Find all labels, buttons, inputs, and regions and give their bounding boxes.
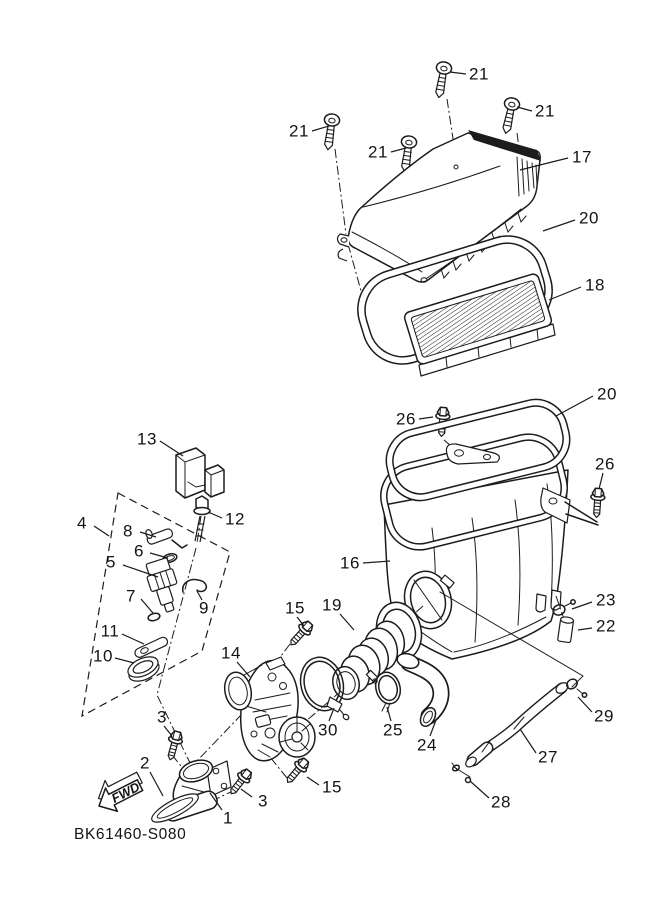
leader-line-26 xyxy=(599,473,603,489)
callout-10: 10 xyxy=(93,646,113,666)
leader-line-22 xyxy=(578,628,592,630)
callout-12: 12 xyxy=(225,509,245,529)
leader-line-11 xyxy=(122,634,144,644)
callout-21: 21 xyxy=(368,142,388,162)
callout-4: 4 xyxy=(77,513,87,533)
callout-24: 24 xyxy=(417,735,437,755)
o-ring-7 xyxy=(147,612,160,622)
leader-line-27 xyxy=(520,729,536,753)
leader-line-20 xyxy=(556,396,593,416)
callout-2: 2 xyxy=(140,753,150,773)
callout-21: 21 xyxy=(289,121,309,141)
callout-29: 29 xyxy=(594,706,614,726)
callout-7: 7 xyxy=(126,586,136,606)
callout-3: 3 xyxy=(157,707,167,727)
joint-plate-11 xyxy=(133,636,169,659)
screw-21-c xyxy=(320,113,340,151)
leader-line-20 xyxy=(543,220,575,231)
callout-15: 15 xyxy=(285,598,305,618)
leader-line-25 xyxy=(387,707,391,721)
fwd-label: FWD xyxy=(108,779,143,806)
callout-5: 5 xyxy=(106,552,116,572)
callout-1: 1 xyxy=(223,808,233,828)
leader-line-21 xyxy=(312,126,329,131)
callout-6: 6 xyxy=(134,541,144,561)
leader-line-28 xyxy=(470,781,489,798)
injector-5 xyxy=(143,557,185,615)
leader-line-21 xyxy=(450,72,466,74)
leader-line-21 xyxy=(517,107,532,111)
clip-29 xyxy=(565,677,587,697)
callout-20: 20 xyxy=(579,208,599,228)
throttle-body-14 xyxy=(196,644,315,778)
callout-26: 26 xyxy=(396,409,416,429)
callout-25: 25 xyxy=(383,720,403,740)
leader-line-29 xyxy=(578,697,592,712)
callout-13: 13 xyxy=(137,429,157,449)
leader-line-12 xyxy=(208,512,222,518)
tube-22 xyxy=(558,616,574,643)
callout-18: 18 xyxy=(585,275,605,295)
leader-line-7 xyxy=(141,599,153,613)
bolt-15-lower xyxy=(282,756,311,787)
leader-line-13 xyxy=(160,441,183,456)
ring-10 xyxy=(125,653,162,686)
bolt-26-right xyxy=(589,488,605,518)
callout-22: 22 xyxy=(596,616,616,636)
callout-20: 20 xyxy=(597,384,617,404)
callout-30: 30 xyxy=(318,720,338,740)
leader-line-2 xyxy=(150,772,163,796)
callout-17: 17 xyxy=(572,147,592,167)
callout-21: 21 xyxy=(535,101,555,121)
callout-3: 3 xyxy=(258,791,268,811)
drawing-code: BK61460-S080 xyxy=(74,826,187,843)
leader-line-4 xyxy=(94,526,109,536)
bolt-15-upper xyxy=(286,618,316,649)
leader-line-18 xyxy=(549,287,581,300)
callout-26: 26 xyxy=(595,454,615,474)
fwd-arrow xyxy=(90,766,149,818)
leader-line-3 xyxy=(241,789,252,797)
callout-8: 8 xyxy=(123,521,133,541)
leader-line-3 xyxy=(164,726,172,736)
screw-21-b xyxy=(498,97,520,135)
air-filter-element-18 xyxy=(403,273,555,376)
callout-27: 27 xyxy=(538,747,558,767)
callout-28: 28 xyxy=(491,792,511,812)
leader-line-19 xyxy=(340,614,354,630)
callout-11: 11 xyxy=(100,621,120,641)
callout-15: 15 xyxy=(322,777,342,797)
fuel-joint-8 xyxy=(145,528,187,548)
callout-21: 21 xyxy=(469,64,489,84)
leader-line-26 xyxy=(419,417,433,419)
leader-line-15 xyxy=(307,777,319,785)
breather-elbow-24 xyxy=(396,651,441,729)
callout-14: 14 xyxy=(221,643,241,663)
leader-line-10 xyxy=(115,658,134,663)
callout-23: 23 xyxy=(596,590,616,610)
callout-9: 9 xyxy=(199,598,209,618)
callout-16: 16 xyxy=(340,553,360,573)
callout-19: 19 xyxy=(322,595,342,615)
screw-21-a xyxy=(431,61,452,99)
